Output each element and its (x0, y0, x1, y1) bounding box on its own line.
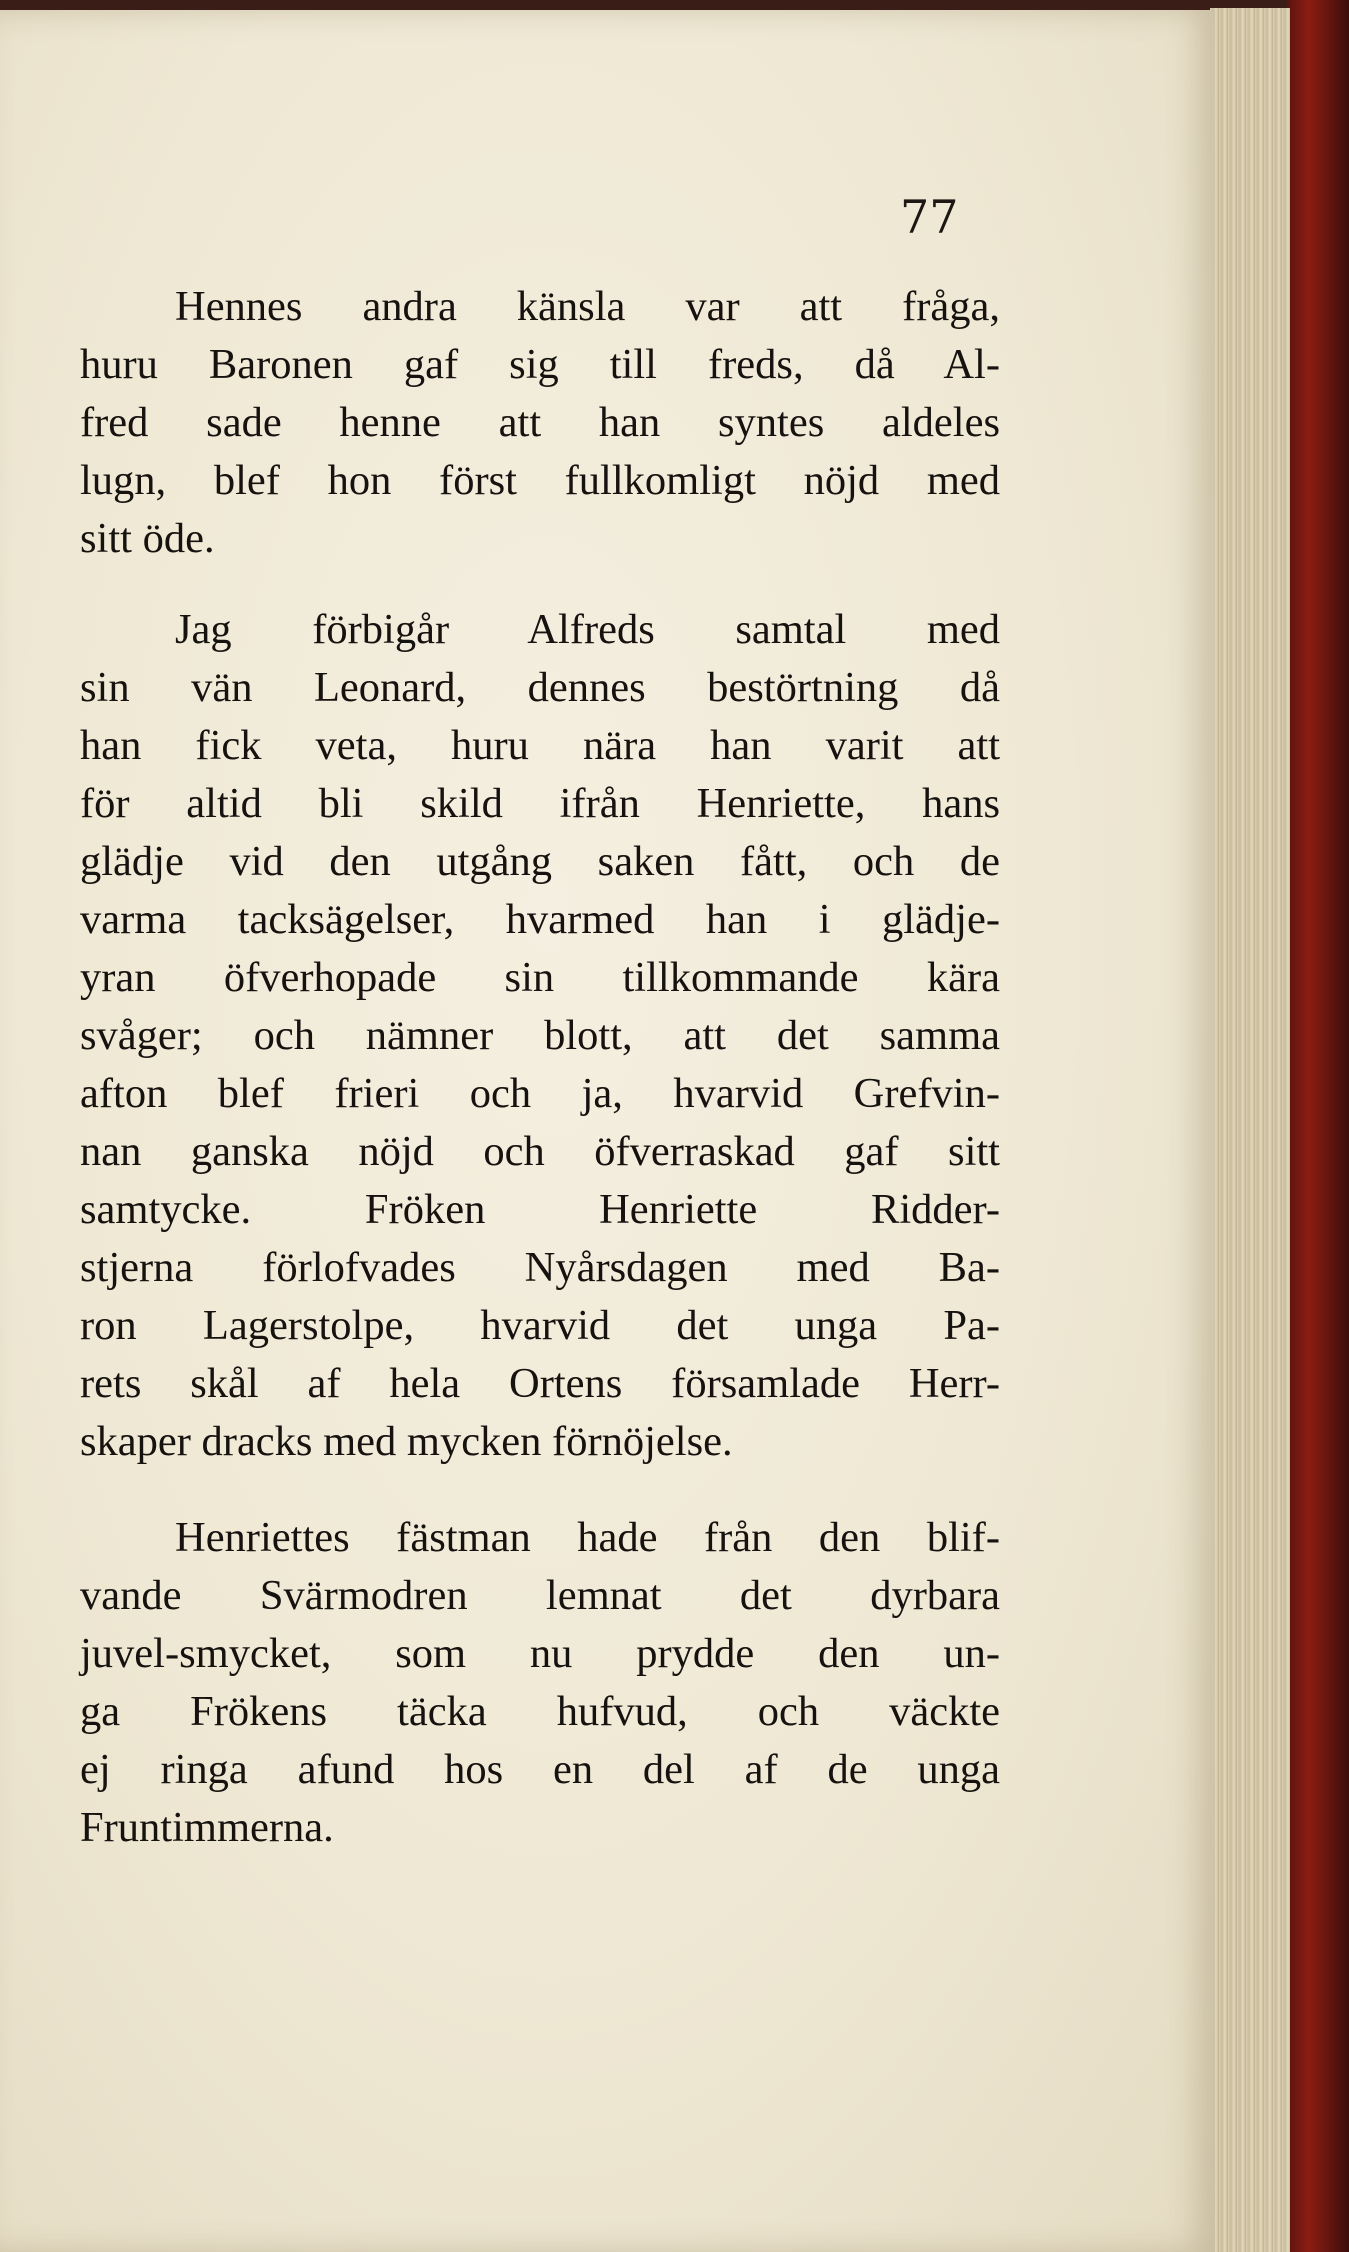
text-line: han fick veta, huru nära han varit att (80, 722, 1000, 769)
text-line: rets skål af hela Ortens församlade Herr- (80, 1360, 1000, 1407)
text-line: afton blef frieri och ja, hvarvid Grefvin- (80, 1070, 1000, 1117)
text-line: juvel-smycket, som nu prydde den un- (80, 1630, 1000, 1677)
paragraph-1 (80, 278, 1000, 568)
page-number: 77 (900, 190, 959, 244)
book-binding (1287, 0, 1349, 2252)
text-line: lugn, blef hon först fullkomligt nöjd med (80, 457, 1000, 504)
text-line: nan ganska nöjd och öfverraskad gaf sitt (80, 1128, 1000, 1175)
text-line: sin vän Leonard, dennes bestörtning då (80, 664, 1000, 711)
text-line: Fruntimmerna. (80, 1804, 334, 1851)
text-line: Henriettes fästman hade från den blif- (175, 1514, 1000, 1561)
text-line: ga Frökens täcka hufvud, och väckte (80, 1688, 1000, 1735)
book-page (0, 10, 1215, 2252)
text-line: Jag förbigår Alfreds samtal med (175, 606, 1000, 653)
text-line: stjerna förlofvades Nyårsdagen med Ba- (80, 1244, 1000, 1291)
text-line: yran öfverhopade sin tillkommande kära (80, 954, 1000, 1001)
text-line: sitt öde. (80, 515, 215, 562)
paragraph-gap (80, 1471, 1000, 1509)
page-edges (1210, 8, 1290, 2252)
page-text (80, 278, 1000, 1857)
text-line: ron Lagerstolpe, hvarvid det unga Pa- (80, 1302, 1000, 1349)
text-line: varma tacksägelser, hvarmed han i glädje- (80, 896, 1000, 943)
text-line: Hennes andra känsla var att fråga, (175, 283, 1000, 330)
text-line: för altid bli skild ifrån Henriette, hans (80, 780, 1000, 827)
paragraph-3 (80, 1509, 1000, 1857)
text-line: svåger; och nämner blott, att det samma (80, 1012, 1000, 1059)
text-line: skaper dracks med mycken förnöjelse. (80, 1418, 733, 1465)
text-line: ej ringa afund hos en del af de unga (80, 1746, 1000, 1793)
text-line: samtycke. Fröken Henriette Ridder- (80, 1186, 1000, 1233)
text-line: vande Svärmodren lemnat det dyrbara (80, 1572, 1000, 1619)
text-line: huru Baronen gaf sig till freds, då Al- (80, 341, 1000, 388)
paragraph-gap (80, 568, 1000, 601)
text-line: fred sade henne att han syntes aldeles (80, 399, 1000, 446)
paragraph-2 (80, 601, 1000, 1471)
text-line: glädje vid den utgång saken fått, och de (80, 838, 1000, 885)
